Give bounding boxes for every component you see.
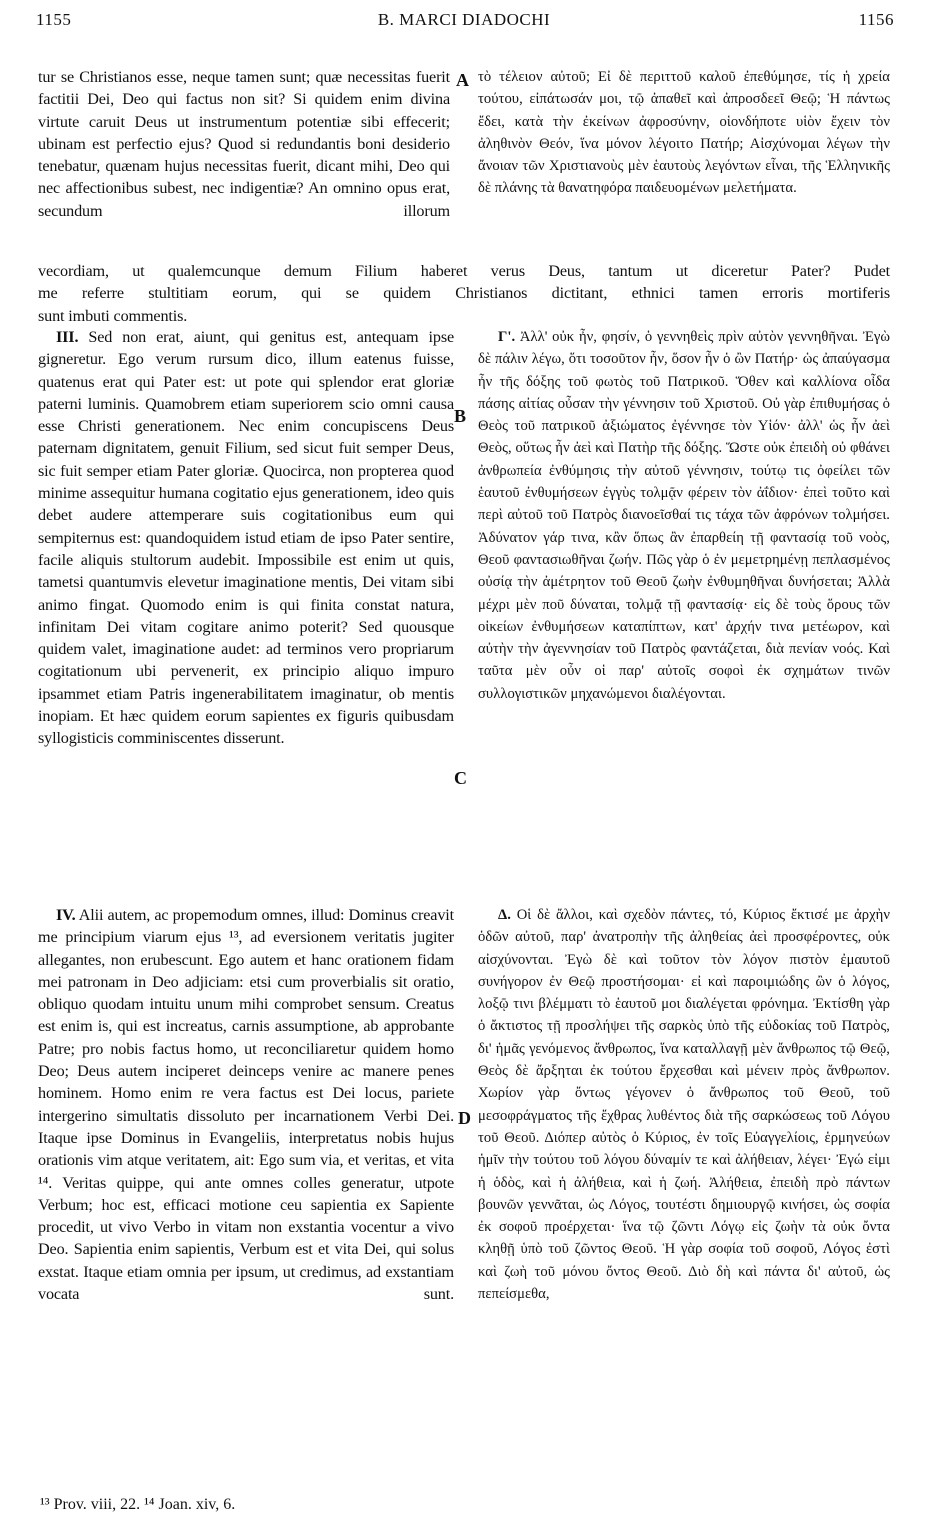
section-label: Δ. (498, 907, 511, 923)
margin-marker-b: B (454, 406, 467, 426)
running-title: B. MARCI DIADOCHI (377, 10, 551, 29)
greek-section-4-text (478, 904, 890, 1305)
margin-marker-c: C (454, 768, 467, 788)
page-number-right: 1156 (858, 10, 894, 29)
margin-marker-d: D (458, 1108, 471, 1128)
full-width-latin (38, 260, 890, 327)
latin-paragraph: tur se Christianos esse, neque tamen sunt; quæ necessitas fuerit factitii Dei, Deo qui factus non sit? Si quidem enim divina virtute caruit Deus ut instrumentum potentiæ sibi effecerit; ubinam est perfectio ejus? Quod si redundantis boni desiderio tenebatur, quænam hujus necessitas fuerit, dicant mihi, Deo qui nec affectionibus subest, nec indigentiæ? An omnino opus erat, secundum illorum (38, 68, 450, 220)
greek-section-3 (478, 326, 890, 705)
latin-section-4 (38, 904, 454, 1305)
margin-marker-a: A (456, 70, 469, 90)
page-header (0, 10, 928, 36)
section-label: Γ'. (498, 329, 516, 345)
latin-section-3 (38, 326, 454, 750)
greek-section-3-text (478, 326, 890, 705)
greek-paragraph: Οἱ δὲ ἄλλοι, καὶ σχεδὸν πάντες, τό, Κύριος ἔκτισέ με ἀρχὴν ὁδῶν αὐτοῦ, παρ' ἀνατροπὴν τῆς ἀληθείας ἀεὶ προσφέροντες, οὐκ αἰσχύνονται. Ἐγὼ δὲ καὶ τοῦτον τὸν λόγον πιστὸν ἐμαυτοῦ συνήγορον ἐν Θεῷ προστήσομαι· εἰ καὶ παροιμιώδης ὢν ὁ λόγος, λοξῷ τινι βλέμματι τὸ ἑαυτοῦ μοι διαλέγεται φρόνημα. Ἐκτίσθη γὰρ ὁ ἄκτιστος τῇ προσλήψει τῆς σαρκὸς ὑπὸ τῆς εὐδοκίας τοῦ Πατρὸς, δι' ἡμᾶς γενόμενος ἄνθρωπος, ἵνα καταλλαγῇ μὲν ἄνθρωπος τῷ Θεῷ, Θεὸς δὲ ἄρξηται ἐκ τούτου ἔρχεσθαι καὶ μένειν πρὸς ἄνθρωπον. Χωρίον γὰρ ὄντως γέγονεν ὁ ἄνθρωπος τοῦ Θεοῦ, τοῦ μεσοφράγματος τῆς ἔχθρας λυθέντος διὰ τῆς σαρκώσεως τοῦ Λόγου τοῦ Θεοῦ. Διόπερ αὐτὸς ὁ Κύριος, ἐν τοῖς Εὐαγγελίοις, ἑρμηνεύων ἡμῖν τὴν τούτου τοῦ λόγου δύναμίν τε καὶ ἀλήθειαν, λέγει· Ἐγώ εἰμι ἡ ὁδὸς, καὶ ἡ ἀλήθεια, καὶ ἡ ζωή. Ἀλήθεια, ἐπειδὴ πρὸ πάντων βουνῶν γεννᾶται, ὡς Λόγος, τουτέστι δημιουργῷ κινήσει, ὡς σοφία ἐκ σοφοῦ προέρχεται· ἵνα τῷ ζῶντι Λόγῳ εἰς ζωὴν τὰ οὐκ ὄντα κληθῇ ὑπὸ τοῦ ζῶντος Θεοῦ. Ἡ γὰρ σοφία τοῦ σοφοῦ, Λόγος ἐστὶ καὶ ζωὴ τοῦ μόνου ὄντος Θεοῦ. Διὸ δὴ καὶ πάντα δι' αὐτοῦ, ὡς πεπείσμεθα, (478, 907, 890, 1303)
greek-section-4 (478, 904, 890, 1305)
latin-paragraph: Alii autem, ac propemodum omnes, illud: Dominus creavit me principium viarum ejus ¹³, ad eversionem veritatis jugiter allegantes, non erubescunt. Ego autem et hanc orationem fidam mei patronam in Deo adjiciam: etsi cum proverbialis sit oratio, obliquo quodam intuitu unum mihi comprobet sensum. Creatus est enim is, qui est increatus, carnis assumptione, ab approbante Patre; pro nobis factus homo, ut reconciliaretur quidem homo Deo; Deus autem inciperet deinceps venire ac manere penes hominem. Homo enim re vera factus est Dei locus, pariete intergerino simultatis dissoluto per incarnationem Verbi Dei. Itaque ipse Dominus in Evangeliis, interpretatus nobis hujus orationis vim atque veritatem, ait: Ego sum via, et veritas, et vita ¹⁴. Veritas quippe, qui ante omnes colles generatur, utpote Verbum; hoc est, efficaci motione ceu sapientia ex Sapiente procedit, ut vivo Verbo in vitam non exstantia vocentur a vivo Deo. Sapientia enim sapientis, Verbum est et vita Dei, qui solus exstat. Itaque etiam omnia per ipsum, ut credimus, ad exstantiam vocata sunt. (38, 906, 454, 1304)
greek-block-1 (478, 66, 890, 200)
full-width-line-1: vecordiam, ut qualemcunque demum Filium haberet verus Deus, tantum ut diceretur Pater? Pudet (38, 262, 890, 280)
latin-section-4-text (38, 904, 454, 1305)
full-width-line-3: sunt imbuti commentis. (38, 306, 188, 325)
section-label: III. (56, 328, 79, 346)
latin-paragraph: Sed non erat, aiunt, qui genitus est, antequam ipse gigneretur. Ego verum rursum dico, illum eatenus fuisse, quatenus erat qui Pater est: ut pote qui splendor erat gloriæ paterni luminis. Quamobrem etiam superiorem scio omni causa esse Christi generationem. Nec enim concupiscens Deus paternam dignitatem, genuit Filium, sed sicut fuit semper Deus, sic fuit semper etiam Pater gloriæ. Quocirca, non propterea quod minime assequitur humana cogitatio ejus generationem, ideo quis debet audere attemperare suis cogitationibus eum qui sempiternus est: quandoquidem istud etiam de ipso Pater sentire, facile aliquis stultorum audebit. Impossibile est enim ut quis, tametsi quantumvis elevetur imaginatione mentis, Dei vitam sibi animo fingat. Quomodo enim is qui finita constat natura, infinitam Dei vitam cogitare animo poterit? Sed quousque quidem valet, imaginatione audet: ad terminos vero propriarum cogitationum ubi pervenerit, ex principio aliquo impuro ipsammet etiam Patris ingenerabilitatem imaginatur, ob mentis inopiam. Et hæc quidem eorum sapientes ex figuris quibusdam syllogisticis comminiscentes disserunt. (38, 328, 454, 748)
footnotes: ¹³ Prov. viii, 22. ¹⁴ Joan. xiv, 6. (40, 1496, 236, 1513)
greek-paragraph: Ἀλλ' οὐκ ἦν, φησίν, ὁ γεννηθεὶς πρὶν αὐτὸν γεννηθῆναι. Ἐγὼ δὲ πάλιν λέγω, ὅτι τοσοῦτον ἦν, ὅσον ἦν ὁ ὢν Πατήρ· ὡς ἀπαύγασμα ἦν τῆς δόξης τοῦ φωτὸς τοῦ Πατρικοῦ. Ὅθεν καὶ καλλίονα οἶδα πάσης αἰτίας οὖσαν τὴν γέννησιν τοῦ Χριστοῦ. Οὐ γὰρ ἐπιθυμήσας ὁ Θεὸς τοῦ πατρικοῦ ἀξιώματος ἐγέννησε τὸν Υἱόν· ἀλλ' ὡς ἦν ἀεὶ Θεὸς, οὕτως ἦν ἀεὶ καὶ Πατὴρ τῆς δόξης. Ὥστε οὐκ ἐπειδὴ οὐ φθάνει ἀνθρωπεία ἐνθύμησις τὴν αὐτοῦ γέννησιν, τούτῳ τις ὀφείλει τῶν ἑαυτοῦ ἐνθυμήσεων ἐγγὺς τολμᾷν φέρειν τὸν ἀΐδιον· ἐπεὶ τοῦτο καὶ περὶ αὐτοῦ τοῦ Πατρὸς διανοεῖσθαί τις τάχα τῶν ἀφρόνων τολμήσει. Ἀδύνατον γάρ τινα, κἂν ὅπως ἂν ἐπαρθείη τῇ φαντασίᾳ τοῦ νοὸς, Θεοῦ φαντασιωθῆναι ζωήν. Πῶς γὰρ ὁ ἐν μεμετρημένῃ πεπλασμένος οὐσίᾳ τὴν ἀμέτρητον τοῦ Θεοῦ ζωὴν ἐνθυμηθῆναι δυνήσεται; Ἀλλὰ μέχρι μὲν ποῦ δύναται, τολμᾷ τῇ φαντασίᾳ· εἰς δὲ τοὺς ὅρους τῶν οἰκείων ἐνθυμήσεων καταπίπτων, κατ' ἀρχήν τινα μετέωρον, καὶ αὐτὴν τὴν ἀγεννησίαν τοῦ Πατρὸς φαντάζεται, διὰ πενίαν νοός. Καὶ ταῦτα μὲν οὖν οἱ παρ' αὐτοῖς σοφοὶ ἐκ σχημάτων τινῶν συλλογιστικῶν μηχανώμενοι διαλέγονται. (478, 329, 891, 702)
page-number-left: 1155 (36, 10, 72, 29)
full-width-line-2: me referre stultitiam eorum, qui se quidem Christianos dictitant, ethnici tamen erroris mortiferis (38, 284, 890, 303)
latin-block-1 (38, 66, 450, 222)
greek-paragraph: τὸ τέλειον αὐτοῦ; Εἰ δὲ περιττοῦ καλοῦ ἐπεθύμησε, τίς ἡ χρεία τούτου, εἰπάτωσάν μοι, τῷ ἀπαθεῖ καὶ ἀπροσδεεῖ Θεῷ; Ἡ πάντως ἔδει, κατὰ τὴν ἐκείνων ἀφροσύνην, οἱονδήποτε υἱὸν ἔχειν τὸν ἀληθινὸν Θεόν, ἵνα μόνον λέγοιτο Πατήρ; Αἰσχύνομαι λέγων τὴν ἄνοιαν τῶν Χριστιανοὺς μὲν ἑαυτοὺς λεγόντων εἶναι, τῆς Ἑλληνικῆς δὲ πλάνης τὰ θανατηφόρα παιδευομένων μελετήματα. (478, 69, 890, 197)
section-label: IV. (56, 906, 76, 924)
latin-section-3-text (38, 326, 454, 750)
